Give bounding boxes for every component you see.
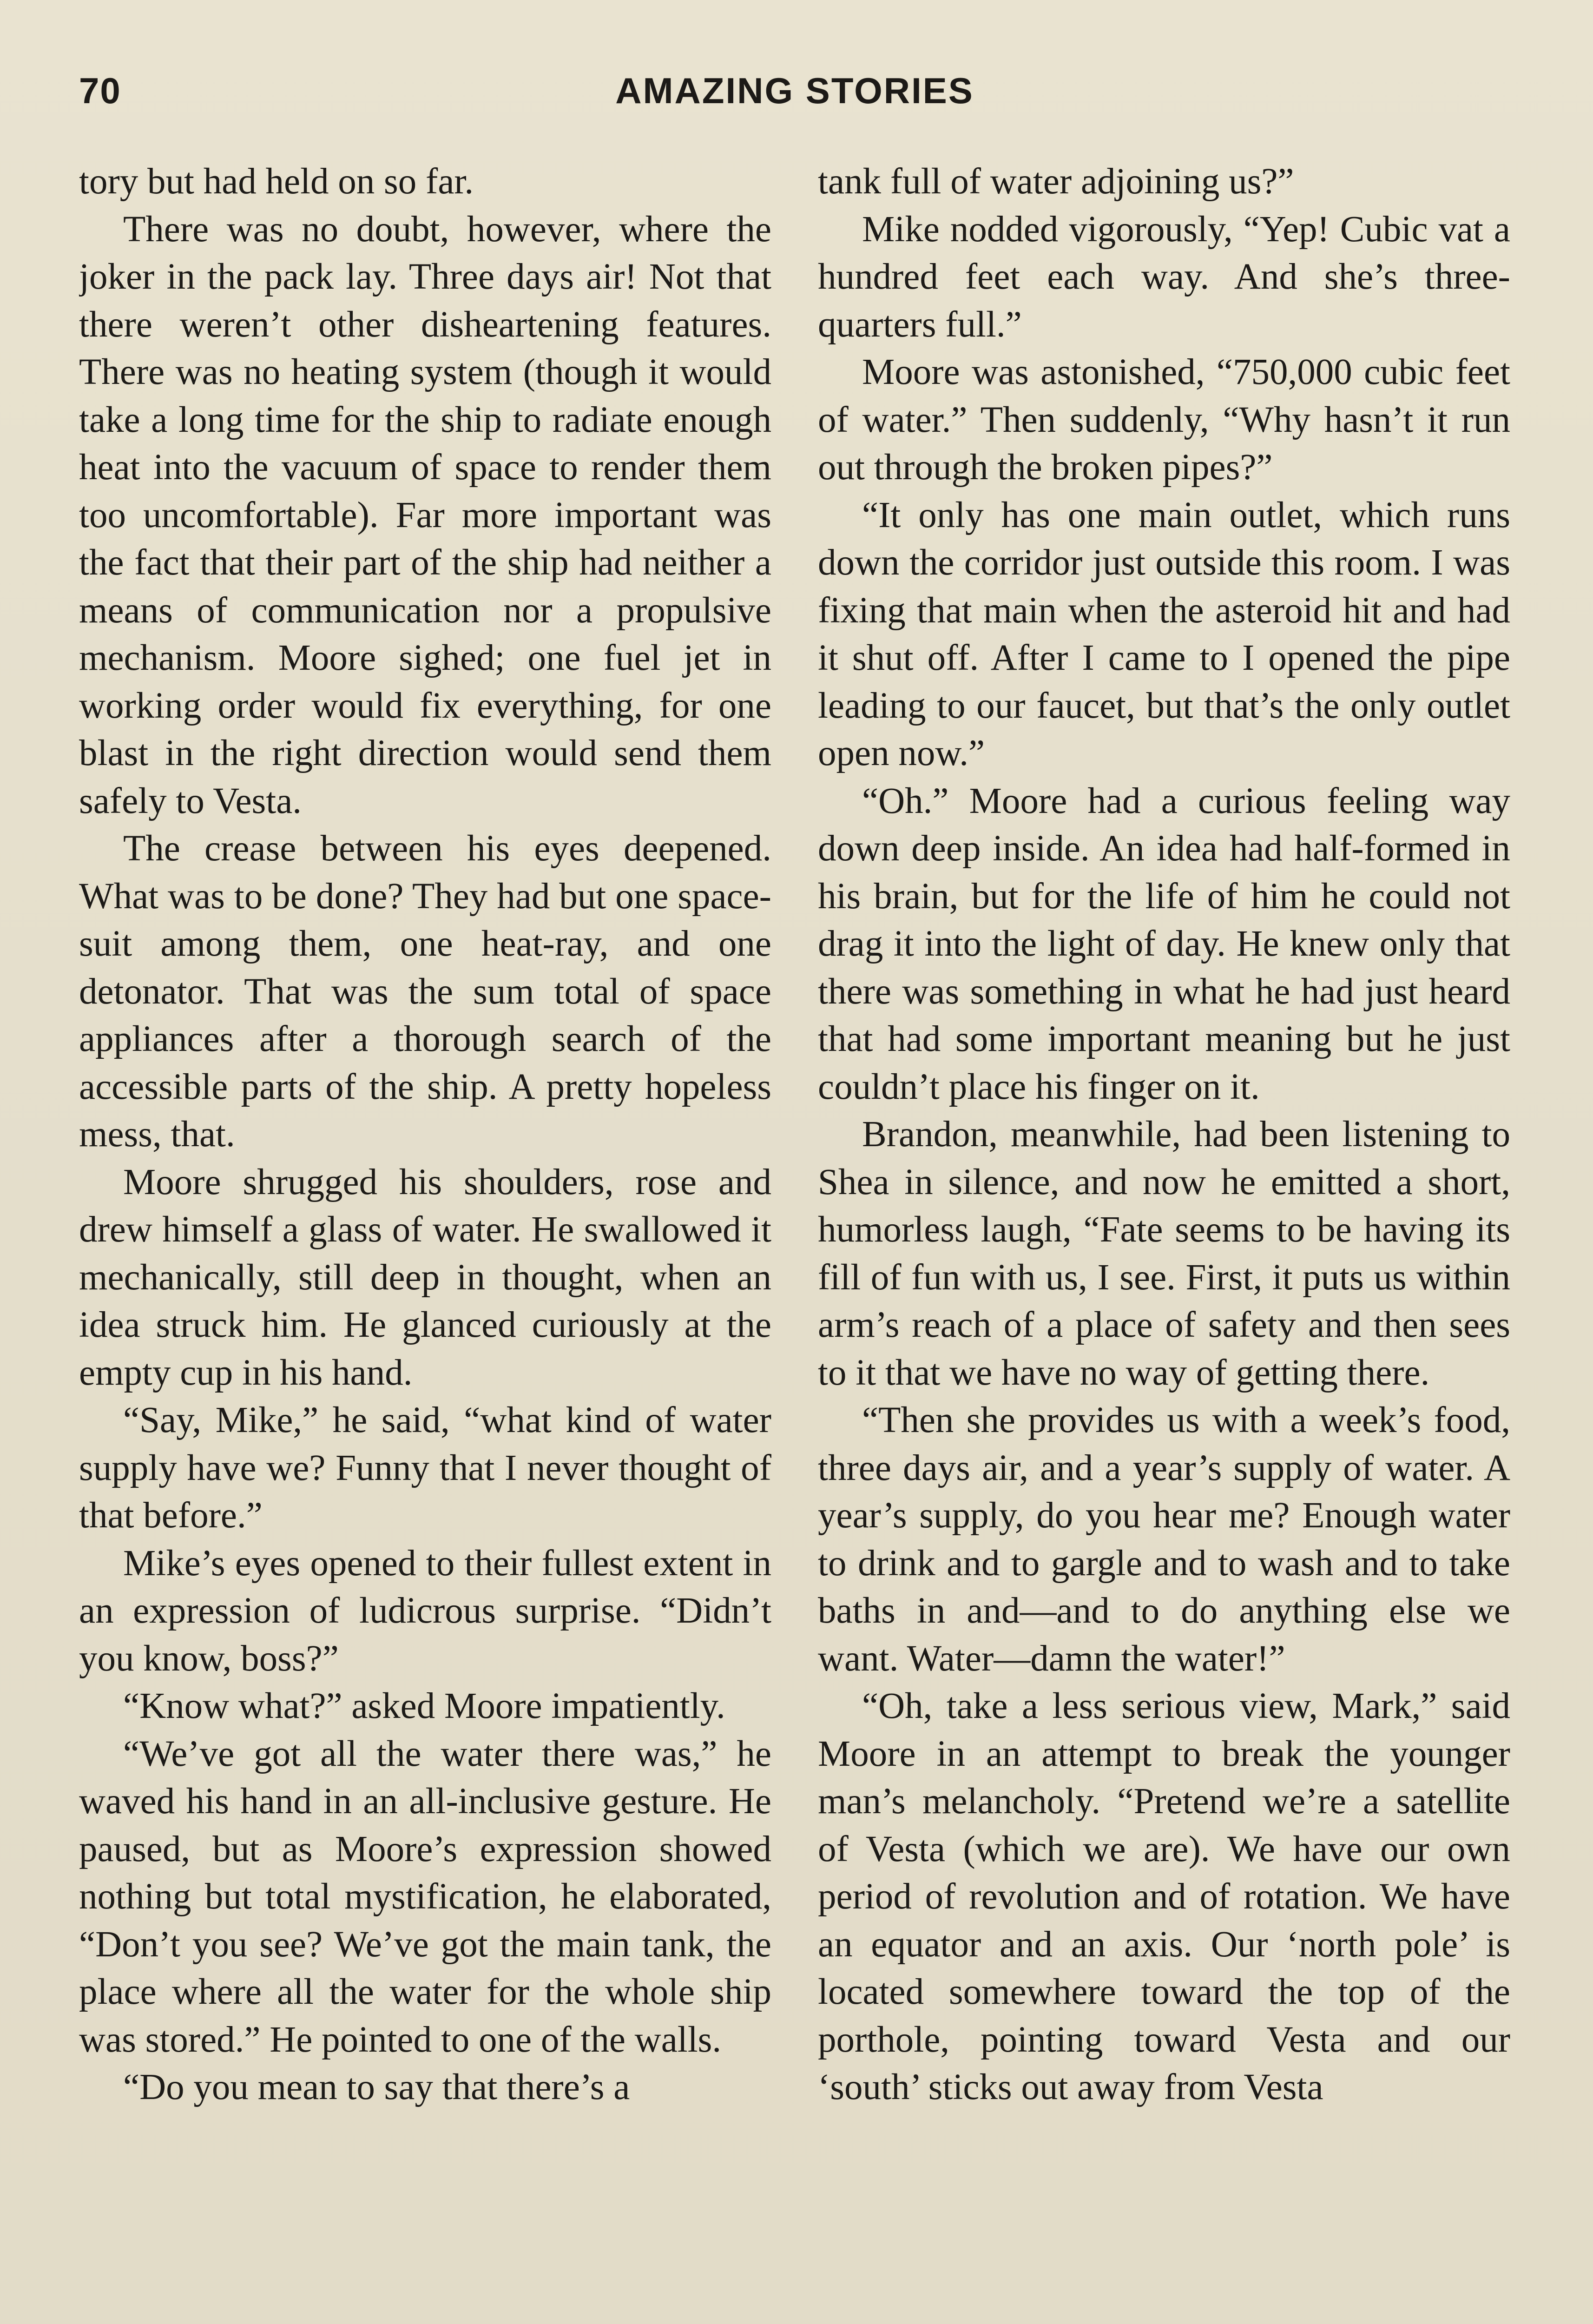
paragraph: “Say, Mike,” he said, “what kind of water supply have we? Funny that I never thought of that before.” bbox=[79, 1400, 771, 1536]
right-text-column bbox=[818, 158, 1510, 2324]
paragraph: Mike’s eyes opened to their fullest extent in an expression of ludicrous surprise. “Didn’t you know, boss?” bbox=[79, 1543, 771, 1679]
paragraph: “It only has one main outlet, which runs down the corridor just outside this room. I was fixing that main when the asteroid hit and had it shut off. After I came to I opened the pipe leading to our faucet, but that’s the only outlet open now.” bbox=[818, 495, 1510, 773]
left-text-column bbox=[79, 158, 771, 2324]
paragraph: “Oh.” Moore had a curious feeling way down deep inside. An idea had half-formed in his brain, but for the life of him he could not drag it into the light of day. He knew only that there was something in what he had just heard that had some important meaning but he just couldn’t place his finger on it. bbox=[818, 780, 1510, 1107]
paragraph: Moore was astonished, “750,000 cubic feet of water.” Then suddenly, “Why hasn’t it run out through the broken pipes?” bbox=[818, 352, 1510, 488]
paragraph: There was no doubt, however, where the joker in the pack lay. Three days air! Not that there weren’t other disheartening features. There was no heating system (though it would take a long time for the ship to radiate enough heat into the vacuum of space to render them too uncomfortable). Far more important was the fact that their part of the ship had neither a means of communication nor a propulsive mechanism. Moore sighed; one fuel jet in working order would fix everything, for one blast in the right direction would send them safely to Vesta. bbox=[79, 209, 771, 821]
paragraph: “Know what?” asked Moore impatiently. bbox=[123, 1686, 725, 1726]
paragraph: “Then she provides us with a week’s food, three days air, and a year’s supply of water. A year’s supply, do you hear me? Enough water to drink and to gargle and to wash and to take baths in and—and to do anything else we want. Water—damn the water!” bbox=[818, 1400, 1510, 1679]
paragraph: “Oh, take a less serious view, Mark,” said Moore in an attempt to break the younger man’s melancholy. “Pretend we’re a satellite of Vesta (which we are). We have our own period of revolution and of rotation. We have an equator and an axis. Our ‘north pole’ is located somewhere toward the top of the porthole, pointing toward Vesta and our ‘south’ sticks out away from Vesta bbox=[818, 1686, 1510, 2107]
paragraph: tory but had held on so far. bbox=[79, 161, 474, 202]
paragraph: tank full of water adjoining us?” bbox=[818, 161, 1294, 202]
paragraph: “Do you mean to say that there’s a bbox=[123, 2067, 630, 2107]
paragraph: “We’ve got all the water there was,” he waved his hand in an all-inclusive gesture. He paused, but as Moore’s expression showed nothing but total mystification, he elaborated, “Don’t you see? We’ve got the main tank, the place where all the water for the whole ship was stored.” He pointed to one of the walls. bbox=[79, 1733, 771, 2060]
paragraph: The crease between his eyes deepened. What was to be done? They had but one space-suit among them, one heat-ray, and one detonator. That was the sum total of space appliances after a thorough search of the accessible parts of the ship. A pretty hopeless mess, that. bbox=[79, 828, 771, 1155]
page-number: 70 bbox=[79, 70, 121, 111]
paragraph: Mike nodded vigorously, “Yep! Cubic vat a hundred feet each way. And she’s three-quarters full.” bbox=[818, 209, 1510, 345]
paragraph: Moore shrugged his shoulders, rose and drew himself a glass of water. He swallowed it mechanically, still deep in thought, when an idea struck him. He glanced curiously at the empty cup in his hand. bbox=[79, 1162, 771, 1393]
page-header bbox=[79, 70, 1510, 121]
running-head: AMAZING STORIES bbox=[615, 70, 974, 111]
paragraph: Brandon, meanwhile, had been listening to Shea in silence, and now he emitted a short, humorless laugh, “Fate seems to be having its fill of fun with us, I see. First, it puts us within arm’s reach of a place of safety and then sees to it that we have no way of getting there. bbox=[818, 1114, 1510, 1393]
